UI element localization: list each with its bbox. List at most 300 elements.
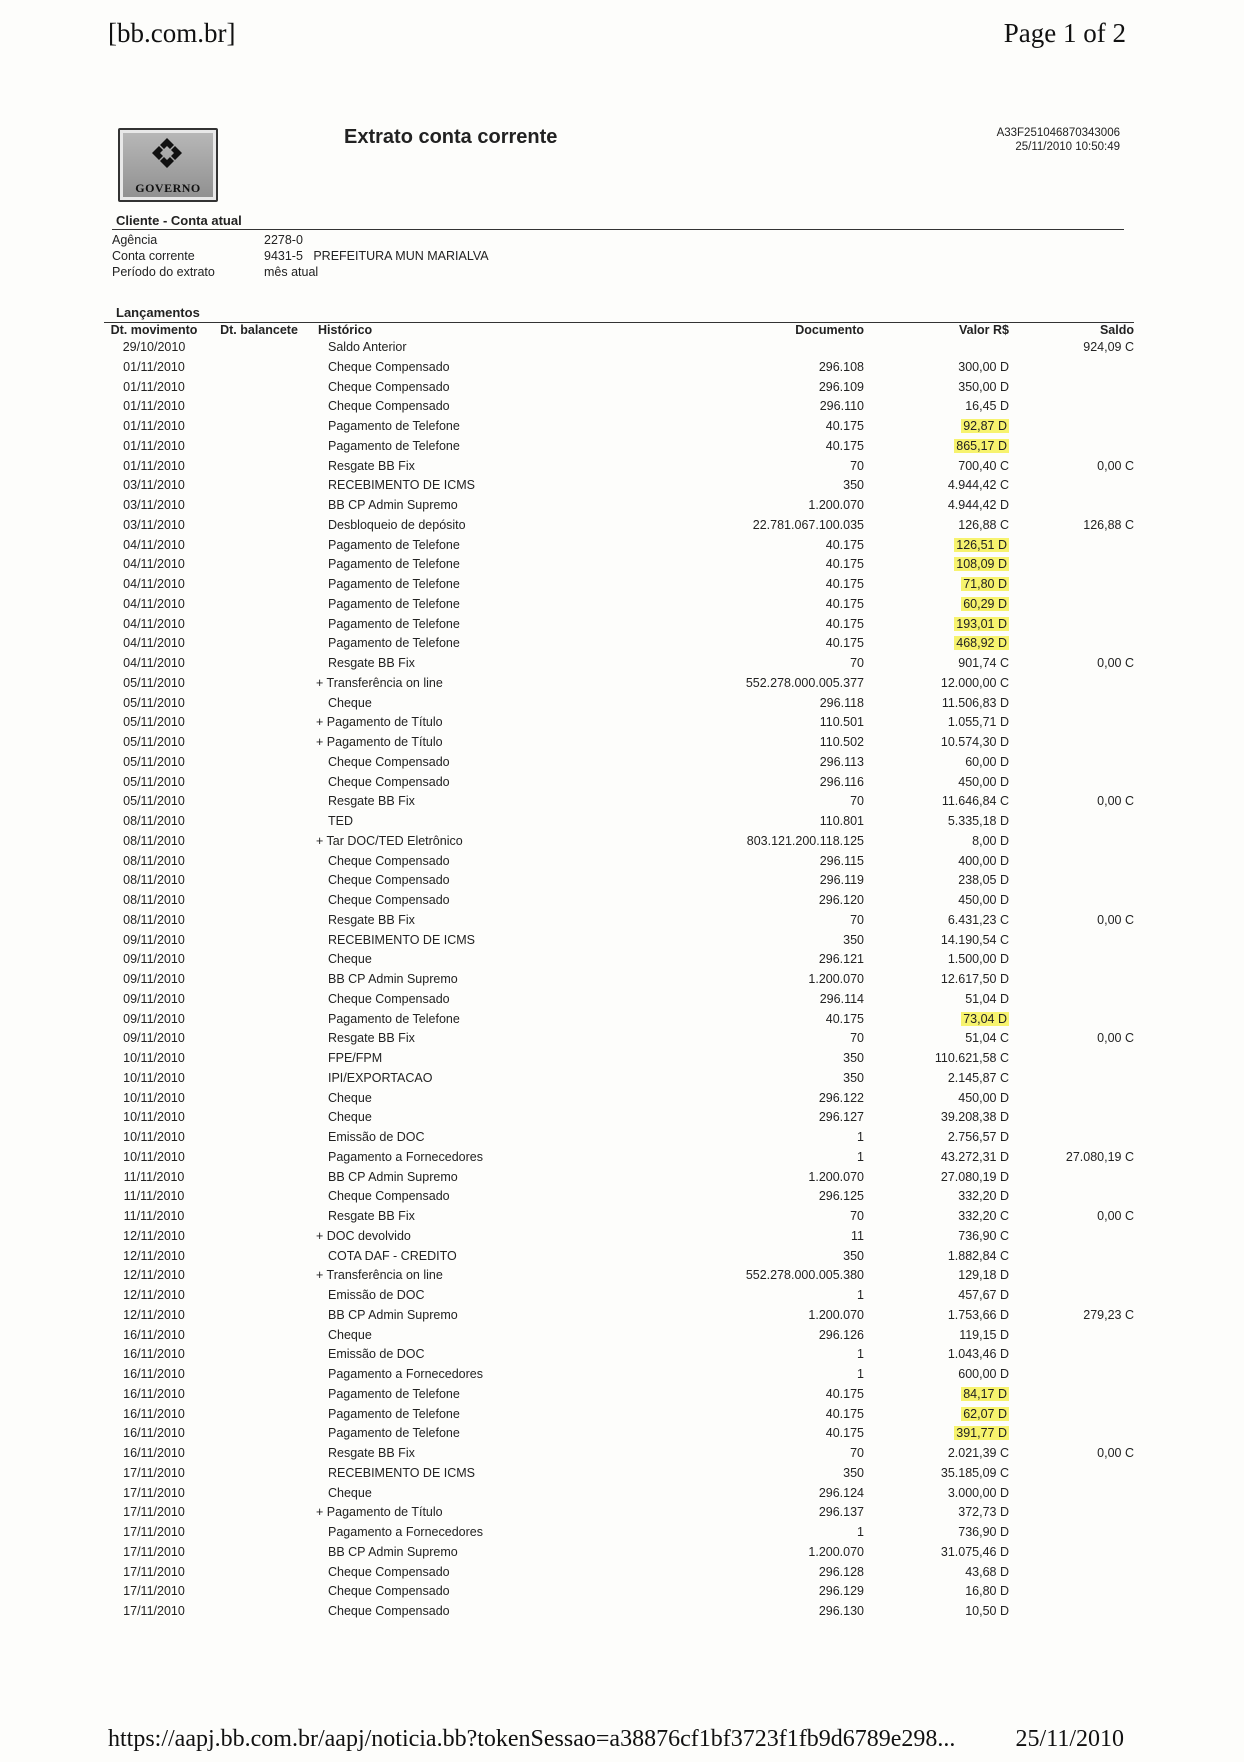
highlighted-value: 60,29 D: [963, 596, 1007, 611]
cell-valor: [864, 654, 1009, 674]
cell-historico: [314, 1010, 544, 1030]
cell-date: 12/11/2010: [123, 1307, 185, 1322]
table-row: [104, 970, 1134, 990]
cell-date: 17/11/2010: [123, 1525, 185, 1539]
historico-text: BB CP Admin Supremo: [328, 498, 458, 512]
table-row: [104, 1385, 1134, 1405]
highlighted-value: 73,04 D: [963, 1011, 1007, 1026]
client-field-periodo: [112, 264, 489, 280]
cell-valor: [864, 417, 1009, 437]
table-row: [104, 595, 1134, 615]
value-text: 450,00 D: [958, 774, 1009, 789]
historico-text: BB CP Admin Supremo: [328, 1307, 458, 1322]
cell-documento: 296.109: [818, 379, 864, 394]
cell-date: 01/11/2010: [123, 419, 185, 433]
cell-date: 01/11/2010: [123, 438, 185, 453]
table-row: [104, 1207, 1134, 1227]
value-text: 10,50 D: [965, 1604, 1009, 1618]
cell-documento: 296.113: [819, 754, 864, 769]
col-header-dt-balancete: Dt. balancete: [204, 323, 314, 339]
cell-balancete: [204, 1286, 314, 1306]
cell-balancete: [204, 1207, 314, 1227]
cell-historico: [314, 358, 544, 378]
cell-date: 17/11/2010: [123, 1544, 185, 1559]
cell-balancete: [204, 1484, 314, 1504]
cell-saldo: [1009, 713, 1134, 733]
historico-text: Pagamento de Telefone: [328, 577, 460, 591]
cell-historico: [314, 1563, 544, 1583]
cell-balancete: [204, 555, 314, 575]
cell-date: 01/11/2010: [123, 379, 185, 394]
cell-valor: [864, 1010, 1009, 1030]
cell-date: 05/11/2010: [123, 695, 185, 710]
cell-valor: [864, 1286, 1009, 1306]
cell-documento: 110.801: [819, 814, 864, 828]
cell-date: 08/11/2010: [123, 893, 185, 907]
cell-date: 10/11/2010: [123, 1090, 185, 1105]
cell-balancete: [204, 931, 314, 951]
table-row: [104, 990, 1134, 1010]
document-timestamp: 25/11/2010 10:50:49: [1015, 141, 1120, 153]
table-row: [104, 1543, 1134, 1563]
historico-text: Cheque Compensado: [328, 1564, 450, 1579]
value-text: 11.506,83 D: [941, 695, 1009, 710]
cell-saldo: [1009, 694, 1134, 714]
cell-historico: [314, 891, 544, 911]
cell-valor: [864, 733, 1009, 753]
cell-valor: [864, 812, 1009, 832]
cell-valor: [864, 852, 1009, 872]
highlighted-value: 108,09 D: [956, 557, 1007, 572]
value-text: 4.944,42 C: [947, 478, 1009, 493]
cell-balancete: [204, 378, 314, 398]
historico-text: Pagamento a Fornecedores: [328, 1367, 483, 1381]
cell-date: 04/11/2010: [123, 557, 185, 572]
cell-saldo: [1009, 832, 1134, 852]
highlighted-value: 92,87 D: [963, 419, 1007, 433]
table-row: [104, 694, 1134, 714]
cell-balancete: [204, 1247, 314, 1267]
value-text: 3.000,00 D: [947, 1485, 1009, 1500]
cell-historico: [314, 1306, 544, 1326]
cell-documento: 22.781.067.100.035: [752, 517, 864, 532]
cell-date: 16/11/2010: [123, 1426, 185, 1441]
table-row: [104, 1582, 1134, 1602]
cell-date: 09/11/2010: [123, 1031, 185, 1046]
cell-documento: 40.175: [825, 1406, 864, 1421]
cell-saldo: [1009, 1266, 1134, 1286]
cell-balancete: [204, 595, 314, 615]
historico-text: Pagamento a Fornecedores: [328, 1525, 483, 1539]
cell-documento: 11: [851, 1228, 864, 1243]
value-text: 332,20 D: [958, 1189, 1009, 1204]
cell-saldo: [1009, 1365, 1134, 1385]
cell-documento: 70: [850, 912, 864, 927]
cell-saldo: [1009, 1069, 1134, 1089]
col-header-valor: Valor R$: [864, 323, 1009, 339]
table-row: [104, 1444, 1134, 1464]
cell-date: 12/11/2010: [123, 1248, 185, 1263]
value-text: 110.621,58 C: [934, 1051, 1009, 1065]
cell-valor: [864, 516, 1009, 536]
cell-saldo: [1009, 1385, 1134, 1405]
cell-historico: [314, 950, 544, 970]
value-text: 1.043,46 D: [947, 1347, 1009, 1362]
transactions-body: [104, 338, 1134, 1622]
cell-balancete: [204, 1029, 314, 1049]
cell-balancete: [204, 1306, 314, 1326]
cell-documento: 296.127: [818, 1110, 864, 1125]
cell-valor: [864, 575, 1009, 595]
cell-documento: 296.119: [819, 873, 864, 888]
print-header: [0, 14, 1244, 54]
cell-valor: [864, 1306, 1009, 1326]
cell-valor: [864, 674, 1009, 694]
cell-date: 05/11/2010: [123, 735, 185, 749]
historico-text: Saldo Anterior: [328, 340, 407, 354]
cell-documento: 40.175: [825, 537, 864, 552]
cell-historico: [314, 1148, 544, 1168]
cell-historico: [314, 1029, 544, 1049]
table-row: [104, 1484, 1134, 1504]
highlighted-value: 468,92 D: [956, 636, 1007, 651]
cell-balancete: [204, 792, 314, 812]
cell-documento: 350: [843, 932, 864, 947]
cell-date: 05/11/2010: [123, 794, 185, 809]
cell-saldo: [1009, 1168, 1134, 1188]
cell-balancete: [204, 496, 314, 516]
cell-historico: [314, 1602, 544, 1622]
cell-saldo: 0,00 C: [1097, 656, 1134, 670]
cell-historico: [314, 1385, 544, 1405]
table-row: [104, 1049, 1134, 1069]
cell-valor: [864, 1365, 1009, 1385]
cell-saldo: 924,09 C: [1083, 340, 1134, 354]
historico-text: Resgate BB Fix: [328, 1209, 415, 1223]
table-row: [104, 1168, 1134, 1188]
plus-marker: +: [316, 735, 327, 749]
cell-valor: [864, 1523, 1009, 1543]
table-row: [104, 1227, 1134, 1247]
cell-valor: [864, 871, 1009, 891]
cell-documento: 40.175: [825, 1011, 864, 1026]
cell-historico: [314, 1444, 544, 1464]
cell-date: 16/11/2010: [123, 1386, 185, 1401]
cell-historico: [314, 615, 544, 635]
cell-date: 01/11/2010: [123, 399, 185, 414]
cell-balancete: [204, 852, 314, 872]
cell-valor: [864, 1168, 1009, 1188]
value-text: 4.944,42 D: [947, 498, 1009, 512]
cell-historico: [314, 1247, 544, 1267]
cell-saldo: 0,00 C: [1097, 1031, 1134, 1046]
table-row: [104, 1247, 1134, 1267]
cell-saldo: [1009, 812, 1134, 832]
cell-documento: 296.120: [818, 893, 864, 907]
cell-valor: [864, 476, 1009, 496]
table-row: [104, 812, 1134, 832]
historico-text: RECEBIMENTO DE ICMS: [328, 1465, 476, 1480]
cell-date: 16/11/2010: [123, 1347, 185, 1362]
cell-historico: [314, 911, 544, 931]
cell-documento: 350: [843, 1465, 864, 1480]
cell-historico: [314, 832, 544, 852]
cell-documento: 1.200.070: [808, 498, 864, 512]
field-label: Agência: [112, 233, 158, 247]
cell-date: 17/11/2010: [123, 1564, 185, 1579]
cell-date: 16/11/2010: [123, 1406, 185, 1421]
historico-text: Resgate BB Fix: [328, 458, 415, 473]
table-row: [104, 417, 1134, 437]
cell-saldo: 27.080,19 C: [1065, 1149, 1134, 1164]
cell-historico: [314, 378, 544, 398]
table-row: [104, 1029, 1134, 1049]
cell-saldo: [1009, 852, 1134, 872]
cell-date: 10/11/2010: [123, 1051, 185, 1065]
cell-balancete: [204, 1108, 314, 1128]
table-row: [104, 773, 1134, 793]
value-text: 450,00 D: [958, 893, 1009, 907]
cell-date: 04/11/2010: [123, 596, 185, 611]
cell-valor: [864, 1128, 1009, 1148]
cell-balancete: [204, 773, 314, 793]
value-text: 31.075,46 D: [940, 1544, 1009, 1559]
table-row: [104, 1365, 1134, 1385]
cell-saldo: [1009, 1128, 1134, 1148]
document-code: A33F251046870343006: [996, 127, 1120, 139]
cell-documento: 350: [843, 1248, 864, 1263]
cell-date: 29/10/2010: [122, 340, 186, 354]
cell-documento: 1: [857, 1130, 864, 1144]
cell-saldo: [1009, 871, 1134, 891]
cell-historico: [314, 871, 544, 891]
cell-saldo: [1009, 437, 1134, 457]
table-row: [104, 358, 1134, 378]
value-text: 2.145,87 C: [947, 1070, 1009, 1085]
cell-historico: [314, 1523, 544, 1543]
cell-balancete: [204, 358, 314, 378]
cell-documento: 296.124: [818, 1485, 864, 1500]
cell-valor: [864, 1148, 1009, 1168]
cell-date: 01/11/2010: [123, 359, 185, 374]
cell-valor: [864, 1543, 1009, 1563]
cell-date: 17/11/2010: [123, 1584, 185, 1599]
cell-valor: [864, 950, 1009, 970]
historico-text: Pagamento de Telefone: [328, 596, 460, 611]
cell-documento: 296.125: [818, 1189, 864, 1204]
cell-balancete: [204, 417, 314, 437]
table-row: [104, 634, 1134, 654]
cell-date: 09/11/2010: [123, 991, 185, 1006]
cell-historico: [314, 575, 544, 595]
cell-historico: [314, 1424, 544, 1444]
historico-text: Resgate BB Fix: [328, 1446, 415, 1460]
cell-documento: 350: [843, 478, 864, 493]
cell-documento: 70: [850, 794, 864, 809]
historico-text: Pagamento de Telefone: [328, 438, 460, 453]
cell-saldo: [1009, 1484, 1134, 1504]
table-row: [104, 476, 1134, 496]
cell-valor: [864, 437, 1009, 457]
historico-text: Cheque: [328, 695, 372, 710]
cell-saldo: [1009, 1049, 1134, 1069]
cell-saldo: [1009, 476, 1134, 496]
value-text: 300,00 D: [958, 359, 1009, 374]
table-row: [104, 1286, 1134, 1306]
cell-saldo: [1009, 1227, 1134, 1247]
value-text: 1.882,84 C: [947, 1248, 1009, 1263]
cell-date: 12/11/2010: [123, 1288, 185, 1302]
historico-text: Cheque: [328, 1110, 372, 1125]
logo-text: GOVERNO: [135, 181, 201, 195]
value-text: 14.190,54 C: [940, 932, 1009, 947]
cell-saldo: [1009, 950, 1134, 970]
cell-valor: [864, 1108, 1009, 1128]
cell-saldo: [1009, 1543, 1134, 1563]
cell-saldo: [1009, 634, 1134, 654]
value-text: 332,20 C: [958, 1209, 1009, 1223]
cell-saldo: [1009, 1089, 1134, 1109]
cell-saldo: [1009, 1286, 1134, 1306]
cell-documento: 40.175: [825, 596, 864, 611]
cell-date: 09/11/2010: [123, 972, 185, 986]
cell-historico: [314, 1207, 544, 1227]
historico-text: Pagamento de Telefone: [328, 537, 460, 552]
cell-balancete: [204, 476, 314, 496]
cell-historico: [314, 1227, 544, 1247]
cell-historico: [314, 1089, 544, 1109]
historico-text: Pagamento de Título: [326, 715, 443, 730]
cell-valor: [864, 555, 1009, 575]
plus-marker: +: [316, 675, 327, 690]
cell-date: 16/11/2010: [123, 1446, 185, 1460]
cell-date: 04/11/2010: [123, 577, 185, 591]
cell-date: 17/11/2010: [123, 1465, 185, 1480]
cell-balancete: [204, 1365, 314, 1385]
cell-historico: [314, 753, 544, 773]
historico-text: Cheque: [328, 1327, 372, 1342]
cell-saldo: [1009, 1108, 1134, 1128]
table-row: [104, 852, 1134, 872]
table-row: [104, 911, 1134, 931]
cell-valor: [864, 358, 1009, 378]
table-row: [104, 1187, 1134, 1207]
cell-historico: [314, 417, 544, 437]
cell-balancete: [204, 1345, 314, 1365]
cell-valor: [864, 1326, 1009, 1346]
cell-historico: [314, 1345, 544, 1365]
cell-date: 10/11/2010: [123, 1070, 185, 1085]
plus-marker: +: [316, 715, 327, 730]
cell-saldo: 279,23 C: [1083, 1307, 1134, 1322]
bb-logo-icon: [150, 136, 184, 170]
cell-balancete: [204, 832, 314, 852]
value-text: 10.574,30 D: [940, 735, 1009, 749]
cell-balancete: [204, 1424, 314, 1444]
cell-historico: [314, 1484, 544, 1504]
cell-date: 10/11/2010: [123, 1130, 185, 1144]
cell-historico: [314, 1069, 544, 1089]
historico-text: Transferência on line: [326, 675, 443, 690]
cell-date: 16/11/2010: [123, 1367, 185, 1381]
cell-saldo: [1009, 1010, 1134, 1030]
table-row: [104, 1010, 1134, 1030]
cell-saldo: [1009, 1582, 1134, 1602]
table-row: [104, 1464, 1134, 1484]
client-section-title: Cliente - Conta atual: [116, 213, 242, 228]
cell-date: 04/11/2010: [123, 616, 185, 631]
cell-documento: 296.122: [818, 1090, 864, 1105]
table-row: [104, 1069, 1134, 1089]
cell-saldo: [1009, 595, 1134, 615]
cell-balancete: [204, 1543, 314, 1563]
cell-date: 11/11/2010: [123, 1209, 185, 1223]
highlighted-value: 193,01 D: [956, 616, 1007, 631]
cell-saldo: [1009, 891, 1134, 911]
cell-balancete: [204, 733, 314, 753]
cell-historico: [314, 812, 544, 832]
historico-text: DOC devolvido: [326, 1228, 411, 1243]
historico-text: Cheque Compensado: [328, 774, 450, 789]
historico-text: Cheque Compensado: [328, 1604, 450, 1618]
cell-balancete: [204, 457, 314, 477]
historico-text: Pagamento de Telefone: [328, 1406, 460, 1421]
historico-text: IPI/EXPORTACAO: [328, 1070, 433, 1085]
historico-text: Pagamento de Título: [326, 1505, 443, 1520]
cell-historico: [314, 713, 544, 733]
cell-date: 08/11/2010: [123, 814, 185, 828]
value-text: 1.055,71 D: [947, 715, 1009, 730]
cell-date: 09/11/2010: [123, 1011, 185, 1026]
cell-balancete: [204, 575, 314, 595]
value-text: 457,67 D: [958, 1288, 1009, 1302]
value-text: 8,00 D: [972, 833, 1009, 848]
cell-saldo: 126,88 C: [1083, 517, 1134, 532]
historico-text: Cheque Compensado: [328, 991, 450, 1006]
value-text: 16,80 D: [965, 1584, 1009, 1599]
cell-documento: 70: [850, 656, 864, 670]
cell-date: 03/11/2010: [123, 478, 185, 493]
table-row: [104, 378, 1134, 398]
cell-valor: [864, 891, 1009, 911]
table-row: [104, 871, 1134, 891]
table-row: [104, 437, 1134, 457]
cell-documento: 1.200.070: [808, 972, 864, 986]
cell-saldo: [1009, 1345, 1134, 1365]
cell-valor: [864, 931, 1009, 951]
cell-saldo: [1009, 555, 1134, 575]
cell-saldo: [1009, 1523, 1134, 1543]
value-text: 2.021,39 C: [947, 1446, 1009, 1460]
cell-saldo: 0,00 C: [1097, 912, 1134, 927]
cell-valor: [864, 1049, 1009, 1069]
cell-historico: [314, 496, 544, 516]
table-row: [104, 792, 1134, 812]
table-row: [104, 536, 1134, 556]
historico-text: BB CP Admin Supremo: [328, 1169, 458, 1184]
cell-date: 03/11/2010: [123, 517, 185, 532]
cell-historico: [314, 595, 544, 615]
client-field-conta: [112, 248, 489, 264]
historico-text: Cheque Compensado: [328, 359, 450, 374]
cell-historico: [314, 654, 544, 674]
cell-valor: [864, 1385, 1009, 1405]
cell-historico: [314, 555, 544, 575]
historico-text: Cheque Compensado: [328, 1584, 450, 1599]
value-text: 1.753,66 D: [947, 1307, 1009, 1322]
cell-saldo: [1009, 1424, 1134, 1444]
cell-documento: 70: [850, 1031, 864, 1046]
